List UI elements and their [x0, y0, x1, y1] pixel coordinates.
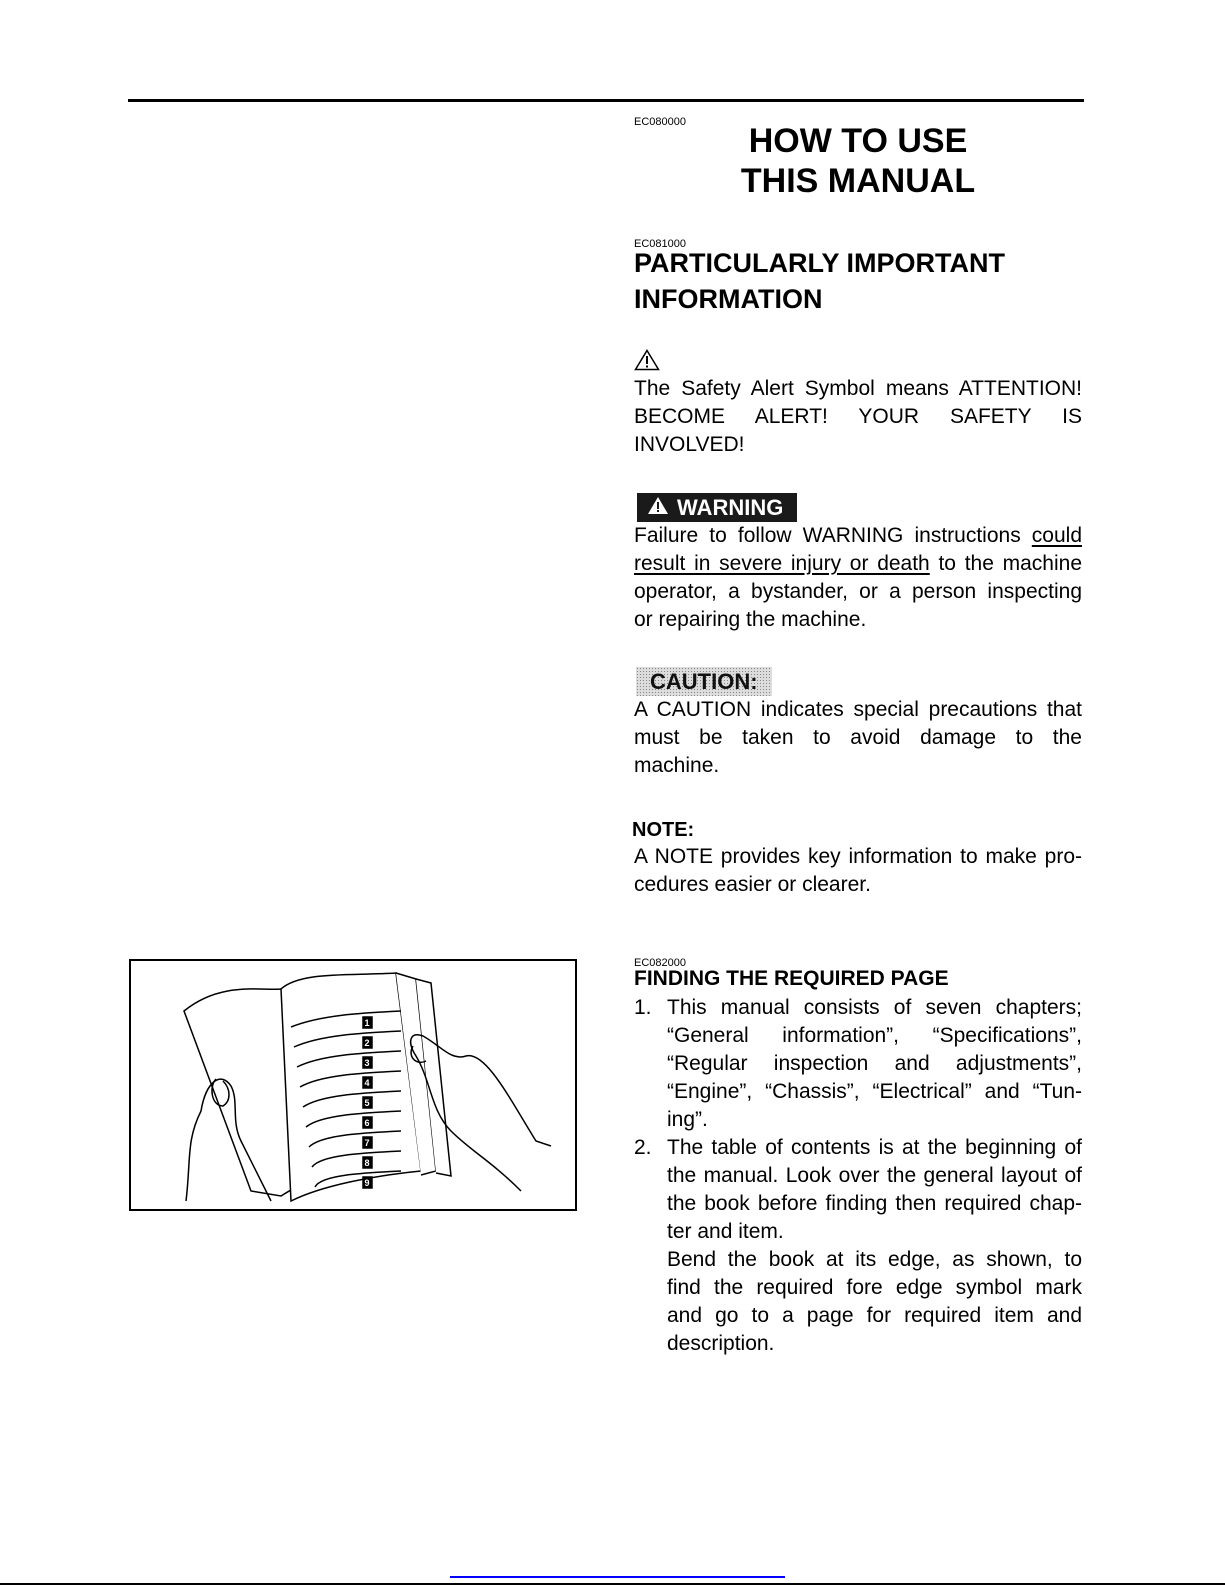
section-code: EC081000 — [634, 238, 686, 250]
text-line: A CAUTION indicates special precautions that — [634, 698, 1082, 721]
underlined-text: result in severe injury or death — [634, 552, 930, 575]
footer-rule — [450, 1576, 785, 1578]
text-line: must be taken to avoid damage to the — [634, 726, 1082, 749]
text-segment: Failure to follow WARNING instructions — [634, 524, 1032, 547]
text-line: machine. — [634, 754, 720, 777]
instruction-list — [634, 994, 1082, 1358]
list-item — [634, 994, 1082, 1134]
text-line: This manual consists of seven chapters; — [667, 996, 1082, 1019]
text-line: “General information”, “Specifications”, — [667, 1024, 1082, 1047]
section-code: EC082000 — [634, 957, 686, 969]
chapter-tab-number: 9 — [364, 1178, 370, 1188]
text-line: find the required fore edge symbol mark — [667, 1276, 1082, 1299]
text-line: operator, a bystander, or a person inspecting — [634, 580, 1082, 603]
text-line: Bend the book at its edge, as shown, to — [667, 1248, 1082, 1271]
chapter-tab-number: 7 — [364, 1138, 370, 1148]
chapter-tab-number: 8 — [364, 1158, 370, 1168]
book-illustration — [129, 959, 577, 1211]
note-text — [634, 843, 1082, 899]
caution-text — [634, 696, 1082, 780]
text-line: and go to a page for required item and — [667, 1304, 1082, 1327]
list-number: 1. — [634, 996, 652, 1019]
text-line: The table of contents is at the beginning of — [667, 1136, 1082, 1159]
section-heading: FINDING THE REQUIRED PAGE — [634, 967, 949, 990]
list-number: 2. — [634, 1136, 652, 1159]
page-title-line1: HOW TO USE — [748, 122, 968, 160]
warning-text — [634, 522, 1082, 634]
chapter-tab-number: 5 — [364, 1098, 370, 1108]
text-line: BECOME ALERT! YOUR SAFETY IS — [634, 405, 1082, 428]
text-line: cedures easier or clearer. — [634, 873, 871, 896]
note-label: NOTE: — [632, 819, 695, 841]
safety-alert-triangle-icon — [634, 349, 660, 376]
underlined-text: could — [1031, 524, 1082, 547]
warning-badge — [637, 493, 797, 522]
text-line: INVOLVED! — [634, 433, 745, 456]
section-code: EC080000 — [634, 116, 686, 128]
warning-triangle-icon — [647, 493, 669, 522]
text-line: The Safety Alert Symbol means ATTENTION! — [634, 377, 1082, 400]
text-line: ter and item. — [667, 1220, 784, 1243]
section-heading-line2: INFORMATION — [634, 284, 823, 314]
text-segment: to the machine — [929, 552, 1082, 575]
top-rule — [128, 99, 1084, 102]
chapter-tab-number: 1 — [364, 1018, 370, 1028]
text-line: “Regular inspection and adjustments”, — [667, 1052, 1082, 1075]
chapter-tab-number: 3 — [364, 1058, 370, 1068]
warning-label: WARNING — [677, 495, 784, 520]
section-heading-line1: PARTICULARLY IMPORTANT — [634, 248, 1005, 278]
chapter-tab-number: 4 — [364, 1078, 370, 1088]
text-line: description. — [667, 1332, 775, 1355]
text-line: the manual. Look over the general layout of — [667, 1164, 1082, 1187]
page-title-line2: THIS MANUAL — [740, 162, 976, 200]
text-line — [634, 522, 1082, 550]
chapter-tab-number: 2 — [364, 1038, 370, 1048]
list-item — [634, 1134, 1082, 1358]
text-line: ing”. — [667, 1108, 708, 1131]
text-line: or repairing the machine. — [634, 608, 867, 631]
text-line: “Engine”, “Chassis”, “Electrical” and “Tun- — [667, 1080, 1082, 1103]
text-line: A NOTE provides key information to make pro- — [634, 845, 1082, 868]
caution-badge: CAUTION: — [636, 667, 772, 696]
chapter-tab-number: 6 — [364, 1118, 370, 1128]
text-line — [634, 550, 1082, 578]
text-line: the book before finding then required chap- — [667, 1192, 1082, 1215]
safety-alert-text — [634, 375, 1082, 459]
